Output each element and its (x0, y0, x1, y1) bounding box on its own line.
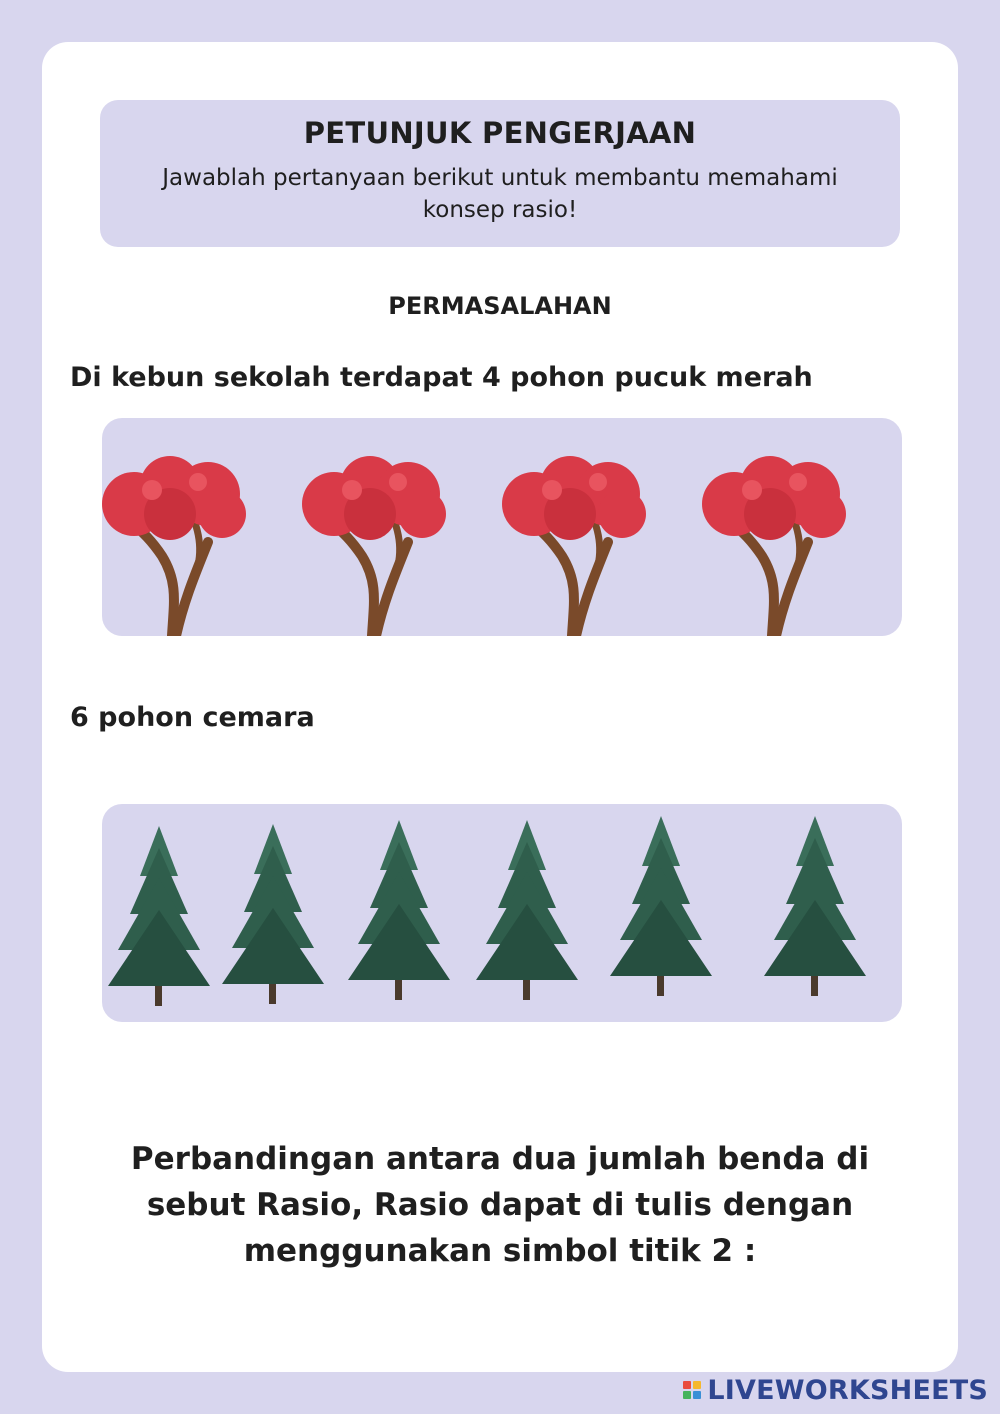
pine-tree-icon (608, 816, 714, 998)
pine-tree-icon (346, 820, 452, 1002)
instructions-box (100, 100, 900, 247)
liveworksheets-logo-text: LIVEWORKSHEETS (707, 1374, 988, 1406)
liveworksheets-logo[interactable] (683, 1372, 988, 1408)
ratio-definition-text: Perbandingan antara dua jumlah benda di sebut Rasio, Rasio dapat di tulis dengan menggunakan simbol titik 2 : (130, 1141, 870, 1269)
red-leaf-tree-icon (700, 452, 850, 636)
pine-tree-panel (102, 804, 902, 1022)
instructions-title: PETUNJUK PENGERJAAN (303, 116, 697, 150)
problem-title: PERMASALAHAN (388, 292, 612, 320)
pine-tree-icon (474, 820, 580, 1002)
liveworksheets-mark-icon (683, 1381, 701, 1399)
pine-tree-text: 6 pohon cemara (70, 702, 315, 733)
red-leaf-tree-icon (300, 452, 450, 636)
red-tree-panel (102, 418, 902, 636)
red-leaf-tree-icon (100, 452, 250, 636)
red-tree-text: Di kebun sekolah terdapat 4 pohon pucuk merah (70, 362, 813, 393)
red-leaf-tree-icon (500, 452, 650, 636)
instructions-text: Jawablah pertanyaan berikut untuk membantu memahami konsep rasio! (162, 165, 838, 223)
pine-tree-icon (220, 824, 326, 1006)
pine-tree-icon (762, 816, 868, 998)
pine-tree-icon (106, 826, 212, 1008)
